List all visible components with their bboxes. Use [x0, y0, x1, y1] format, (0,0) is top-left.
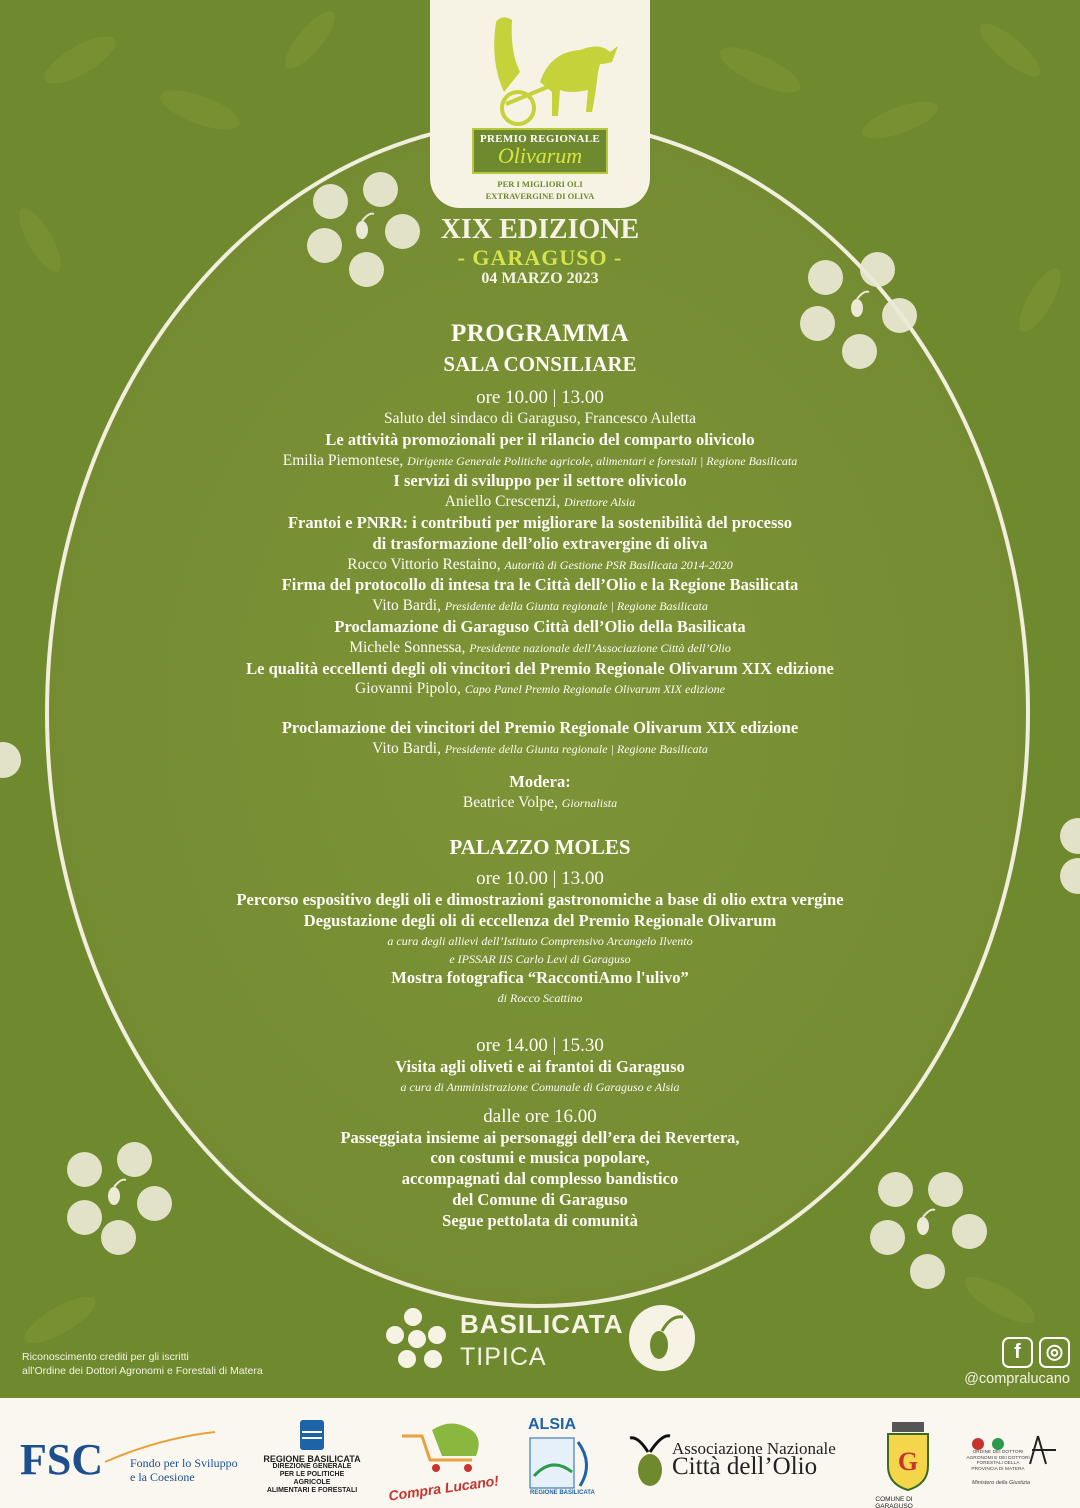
instagram-icon[interactable]: ◎ — [1039, 1337, 1070, 1368]
moderator-role: Giornalista — [561, 795, 618, 810]
walk-line: Passeggiata insieme ai personaggi dell’era dei Revertera, — [340, 1127, 740, 1147]
event-item: Visita agli oliveti e ai frantoi di Garaguso — [395, 1056, 685, 1076]
regione-line: DIREZIONE GENERALE — [272, 1463, 352, 1470]
crest-letter: G — [897, 1447, 919, 1476]
talk-speaker-line — [90, 679, 990, 700]
edition-city: - GARAGUSO - — [457, 245, 623, 270]
event-note: e IPSSAR IIS Carlo Levi di Garaguso — [449, 951, 631, 966]
chariot-horse-icon — [460, 12, 620, 132]
social-block — [940, 1337, 1070, 1387]
talk-speaker-line — [90, 555, 990, 576]
olivarum-logo — [430, 0, 650, 208]
speaker-name: Giovanni Pipolo, — [355, 680, 461, 698]
speaker-role: Autorità di Gestione PSR Basilicata 2014-2020 — [504, 557, 733, 572]
talk-speaker-line — [90, 596, 990, 617]
time-slot: dalle ore 16.00 — [483, 1105, 597, 1127]
credits-note — [22, 1350, 263, 1378]
talk-title: Firma del protocollo di intesa tra le Città dell’Olio e la Regione Basilicata — [281, 575, 799, 595]
talk-speaker-line — [90, 451, 990, 472]
venue-sala-consiliare: SALA CONSILIARE — [443, 352, 637, 376]
facebook-icon[interactable]: f — [1002, 1337, 1033, 1368]
logo-band-name: Olivarum — [497, 143, 583, 168]
olive-circle-icon — [627, 1303, 697, 1373]
talk-speaker-line — [90, 739, 990, 760]
speaker-name: Rocco Vittorio Restaino, — [347, 555, 501, 573]
talk-speaker-line — [90, 492, 990, 513]
talk-title: I servizi di sviluppo per il settore olivicolo — [393, 471, 687, 491]
speaker-name: Aniello Crescenzi, — [444, 493, 561, 511]
assoc-line: Città dell’Olio — [672, 1453, 818, 1480]
fsc-sub-line: Fondo per lo Sviluppo — [130, 1456, 238, 1470]
compra-lucano-map-icon — [392, 1416, 502, 1476]
logo-tagline-2: EXTRAVERGINE DI OLIVA — [485, 191, 595, 201]
alsia-emblem-icon — [528, 1436, 598, 1492]
talk-title: Le attività promozionali per il rilancio del comparto olivicolo — [325, 429, 755, 449]
fsc-sub-line: e la Coesione — [130, 1470, 195, 1484]
venue-palazzo-moles: PALAZZO MOLES — [449, 835, 631, 860]
walk-line: con costumi e musica popolare, — [430, 1148, 650, 1168]
compra-lucano-logo: Compra Lucano! — [387, 1472, 500, 1504]
brand-line-1: BASILICATA — [460, 1309, 624, 1339]
alsia-sub: REGIONE BASILICATA — [530, 1490, 595, 1496]
event-item: Mostra fotografica “RaccontiAmo l'ulivo” — [391, 967, 689, 987]
speaker-role: Capo Panel Premio Regionale Olivarum XIX edizione — [464, 682, 725, 697]
speaker-role: Presidente della Giunta regionale | Regione Basilicata — [444, 741, 708, 756]
dots-icon — [385, 1307, 455, 1371]
regione-line: ALIMENTARI E FORESTALI — [266, 1487, 358, 1494]
credits-line: Riconoscimento crediti per gli iscritti — [22, 1351, 189, 1363]
ministero-label: Ministero della Giustizia — [972, 1480, 1031, 1486]
welcome-line: Saluto del sindaco di Garaguso, Francesco Auletta — [383, 410, 697, 427]
olive-icon — [844, 290, 870, 320]
edition-title: XIX EDIZIONE — [440, 214, 640, 245]
talk-speaker-line — [90, 638, 990, 659]
event-note: a cura degli allievi dell’Istituto Comprensivo Arcangelo Ilvento — [387, 933, 693, 948]
regione-basilicata-logo — [262, 1418, 362, 1495]
assoc-line: Associazione Nazionale — [672, 1439, 836, 1458]
regione-line: REGIONE BASILICATA — [263, 1454, 361, 1464]
social-handle[interactable]: @compralucano — [964, 1371, 1070, 1387]
regione-line: PER LE POLITICHE AGRICOLE — [279, 1471, 345, 1486]
speaker-role: Presidente nazionale dell’Associazione Città dell’Olio — [469, 640, 731, 655]
moderator-name: Beatrice Volpe, — [462, 793, 558, 811]
speaker-name: Emilia Piemontese, — [282, 451, 404, 469]
olive-branch-icon — [628, 1430, 672, 1490]
edition-date: 04 MARZO 2023 — [481, 270, 599, 287]
brand-line-2: TIPICA — [460, 1343, 547, 1371]
logo-tagline-1: PER I MIGLIORI OLI — [497, 179, 583, 189]
fsc-subtitle — [130, 1456, 238, 1484]
logo-band-title: PREMIO REGIONALE — [479, 133, 600, 145]
program-section — [90, 320, 990, 1232]
moderator-line — [90, 793, 990, 814]
speaker-name: Vito Bardi, — [372, 739, 441, 757]
event-note: di Rocco Scattino — [497, 990, 583, 1005]
basilicata-tipica-logo — [385, 1303, 705, 1375]
speaker-name: Michele Sonnessa, — [349, 638, 466, 656]
comune-garaguso-label: COMUNE DI GARAGUSO — [875, 1496, 913, 1508]
event-note: a cura di Amministrazione Comunale di Garaguso e Alsia — [400, 1079, 680, 1094]
walk-line: del Comune di Garaguso — [452, 1189, 628, 1209]
logo-band — [472, 128, 608, 174]
speaker-role: Presidente della Giunta regionale | Regione Basilicata — [444, 599, 708, 614]
time-slot: ore 14.00 | 15.30 — [476, 1034, 604, 1056]
regione-shield-icon — [298, 1418, 326, 1452]
credits-line: all'Ordine dei Dottori Agronomi e Forestali di Matera — [22, 1365, 263, 1377]
talk-title: Le qualità eccellenti degli oli vincitori del Premio Regionale Olivarum XIX edizione — [246, 658, 834, 678]
walk-line: accompagnati dal complesso bandistico — [401, 1169, 679, 1189]
speaker-role: Direttore Alsia — [564, 495, 636, 510]
citta-olio-logo — [672, 1439, 836, 1480]
alsia-logo: ALSIA — [528, 1416, 576, 1433]
garaguso-crest-icon — [876, 1420, 940, 1494]
moderator-label: Modera: — [509, 771, 571, 791]
talk-title: Proclamazione di Garaguso Città dell’Olio della Basilicata — [334, 616, 746, 636]
event-item: Percorso espositivo degli oli e dimostrazioni gastronomiche a base di olio extra vergine — [236, 890, 844, 910]
fsc-logo: FSC — [20, 1435, 104, 1484]
time-slot: ore 10.00 | 13.00 — [476, 387, 604, 408]
time-slot: ore 10.00 | 13.00 — [476, 868, 604, 890]
ordine-label: ORDINE DEI DOTTORI AGRONOMI E DEI DOTTORI FORESTALI DELLA PROVINCIA DI MATERA — [966, 1450, 1030, 1472]
walk-line: Segue pettolata di comunità — [442, 1210, 638, 1230]
talk-title: Frantoi e PNRR: i contributi per migliorare la sostenibilità del processo — [287, 512, 793, 532]
talk-title-cont: di trasformazione dell’olio extravergine di oliva — [372, 533, 708, 553]
speaker-role: Dirigente Generale Politiche agricole, alimentari e forestali | Regione Basilicata — [407, 453, 798, 468]
sponsors-bar — [0, 1398, 1080, 1508]
talk-title: Proclamazione dei vincitori del Premio Regionale Olivarum XIX edizione — [281, 718, 799, 738]
program-title: PROGRAMMA — [450, 320, 630, 347]
speaker-name: Vito Bardi, — [372, 597, 441, 615]
event-item: Degustazione degli oli di eccellenza del Premio Regionale Olivarum — [303, 911, 777, 931]
